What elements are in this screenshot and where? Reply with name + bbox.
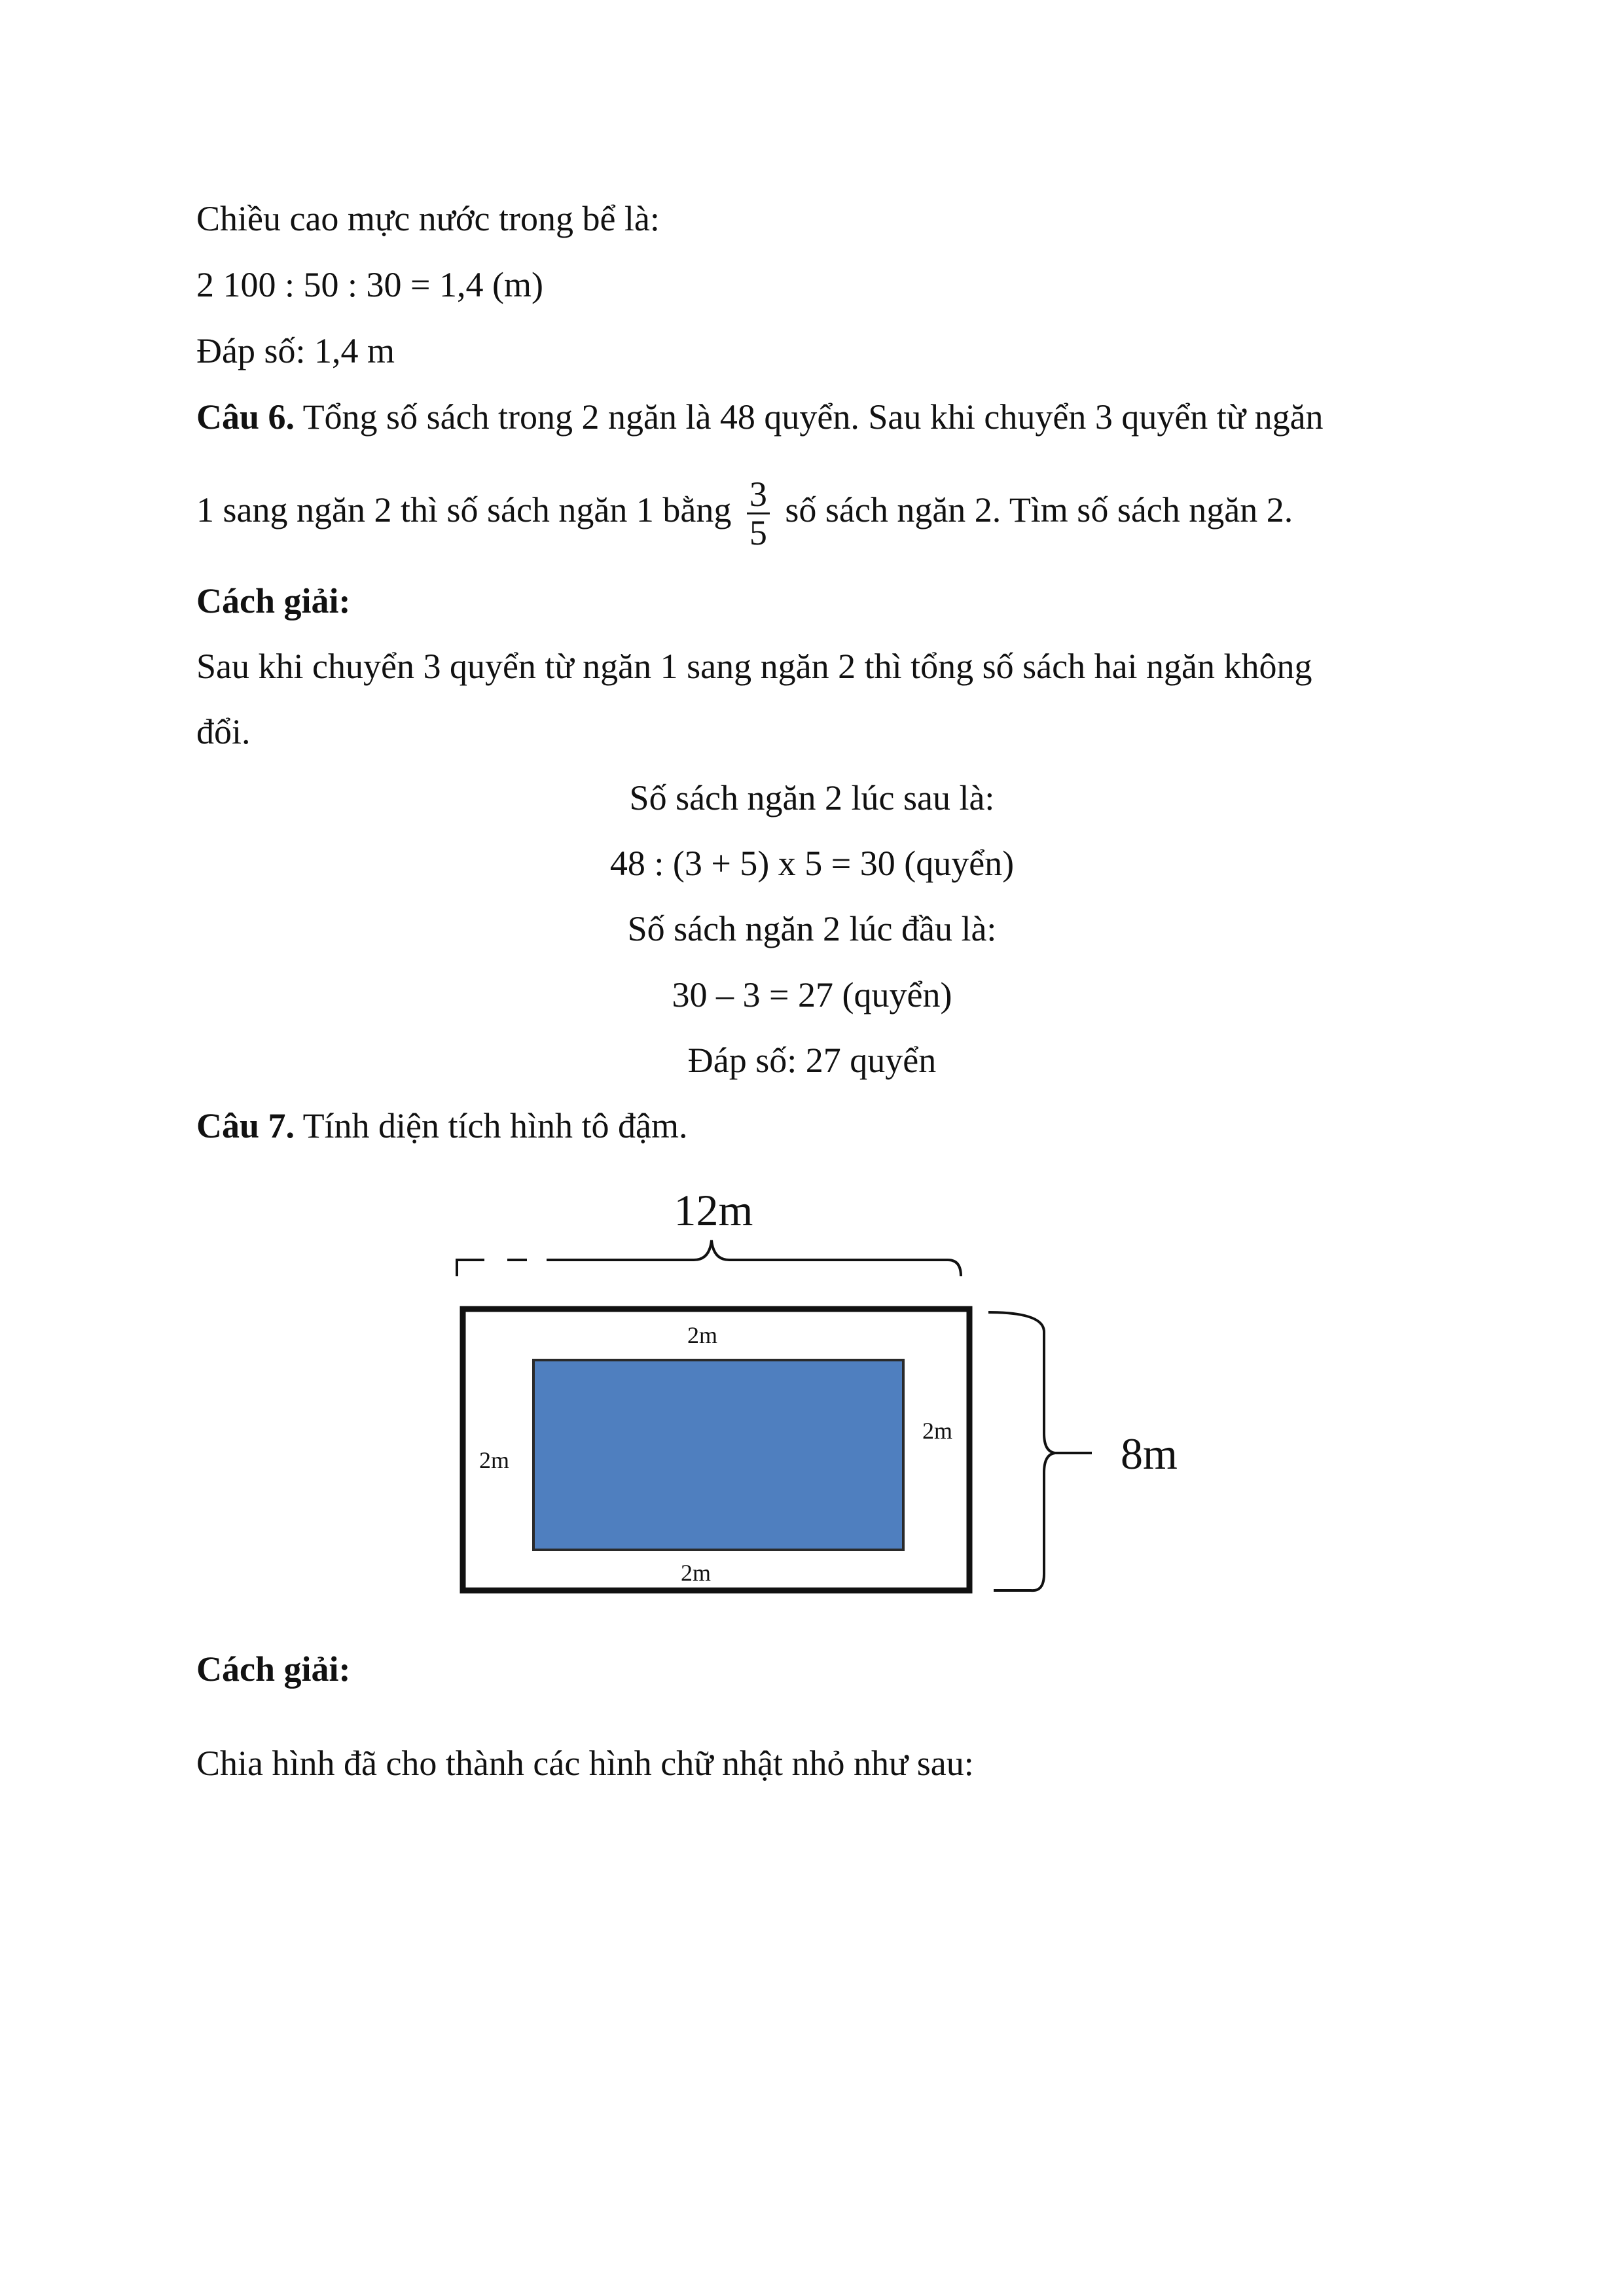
solution6-step1: Số sách ngăn 2 lúc sau là:: [629, 778, 995, 817]
fraction-denominator: 5: [749, 513, 767, 553]
shaded-inner-rectangle: [533, 1360, 903, 1550]
solution6-line2: đổi.: [196, 712, 251, 751]
solution5-calculation: 2 100 : 50 : 30 = 1,4 (m): [196, 265, 543, 304]
fraction-numerator: 3: [747, 476, 770, 514]
solution5-answer: Đáp số: 1,4 m: [196, 331, 395, 370]
width-dimension-brace: [457, 1240, 961, 1276]
question6-text-b-start: 1 sang ngăn 2 thì số sách ngăn 1 bằng: [196, 490, 732, 529]
solution6-heading-text: Cách giải:: [196, 581, 351, 620]
height-label: 8m: [1121, 1429, 1178, 1479]
solution6-calc1: 48 : (3 + 5) x 5 = 30 (quyển): [609, 844, 1015, 883]
solution7-line1: Chia hình đã cho thành các hình chữ nhật nhỏ như sau:: [196, 1744, 974, 1783]
width-label: 12m: [674, 1185, 753, 1235]
question7-label: Câu 7.: [196, 1106, 295, 1145]
margin-bottom-label: 2m: [680, 1560, 712, 1586]
solution7-heading: [196, 1648, 351, 1690]
margin-top-label: 2m: [687, 1322, 718, 1348]
height-dimension-brace: [988, 1312, 1055, 1590]
question6-text-b-end: số sách ngăn 2. Tìm số sách ngăn 2.: [785, 490, 1293, 529]
solution7-heading-text: Cách giải:: [196, 1649, 351, 1689]
solution5-line1: Chiều cao mực nước trong bể là:: [196, 199, 660, 238]
question6-text-a: Tổng số sách trong 2 ngăn là 48 quyển. Sau khi chuyển 3 quyển từ ngăn: [302, 397, 1324, 437]
solution6-step2: Số sách ngăn 2 lúc đầu là:: [627, 909, 997, 948]
margin-right-label: 2m: [922, 1418, 953, 1444]
solution6-line1: Sau khi chuyển 3 quyển từ ngăn 1 sang ngăn 2 thì tổng số sách hai ngăn không: [196, 647, 1312, 686]
question6-label: Câu 6.: [196, 397, 295, 437]
solution6-calc2: 30 – 3 = 27 (quyển): [672, 975, 952, 1014]
margin-left-label: 2m: [478, 1447, 510, 1473]
question7-text: Tính diện tích hình tô đậm.: [302, 1106, 688, 1145]
solution6-answer: Đáp số: 27 quyển: [687, 1041, 937, 1080]
